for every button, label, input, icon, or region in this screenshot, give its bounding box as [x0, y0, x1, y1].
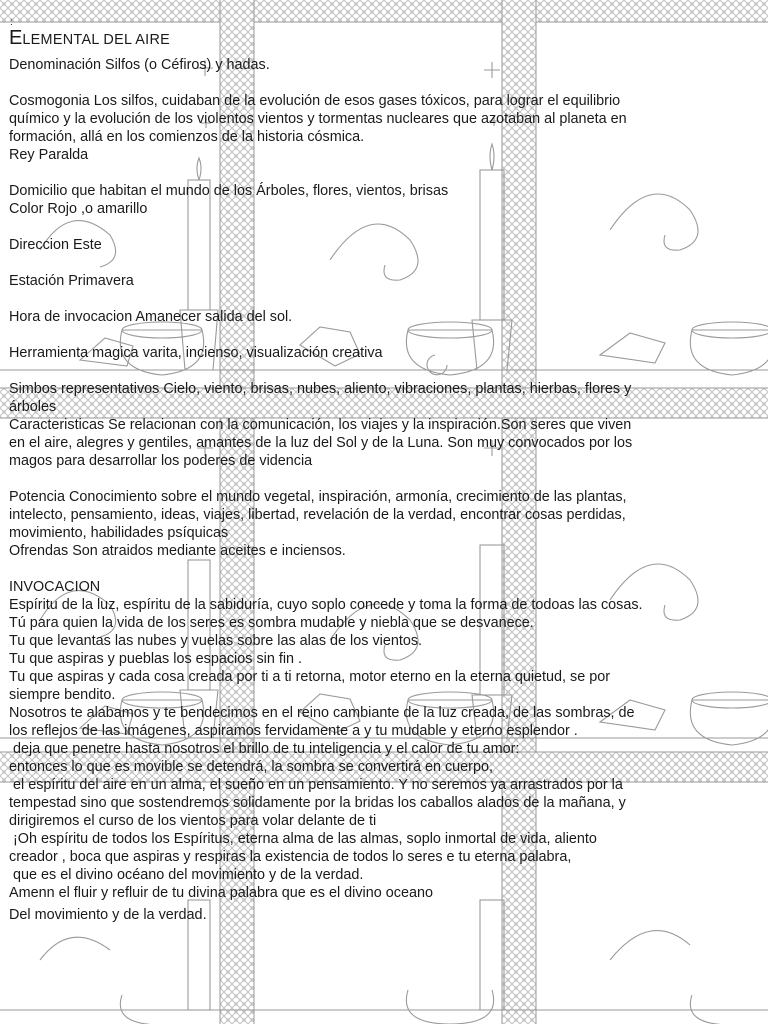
text-line: tempestad sino que sostendremos solidamente por la bridas los caballos alados de la mañana, y	[9, 795, 626, 811]
title-initial: E	[9, 27, 23, 49]
sections-container	[9, 50, 759, 902]
text-line: ¡Oh espíritu de todos los Espíritus, eterna alma de las almas, soplo inmortal de vida, aliento	[9, 831, 597, 847]
text-line: Nosotros te alabamos y te bendecimos en el reino cambiante de la luz creada, de las sombras, de	[9, 705, 635, 721]
text-line: Caracteristicas Se relacionan con la comunicación, los viajes y la inspiración.Son seres que viven	[9, 417, 632, 433]
blank-line	[9, 254, 759, 272]
text-line: INVOCACION	[9, 579, 101, 595]
blank-line	[9, 560, 759, 578]
blank-line	[9, 362, 759, 380]
text-line: Potencia Conocimiento sobre el mundo vegetal, inspiración, armonía, crecimiento de las plantas,	[9, 489, 627, 505]
text-line: Domicilio que habitan el mundo de los Árboles, flores, vientos, brisas	[9, 183, 449, 199]
blank-line	[9, 290, 759, 308]
text-line: dirigiremos el curso de los vientos para volar delante de ti	[9, 813, 377, 829]
closing-line: Del movimiento y de la verdad.	[9, 907, 207, 923]
text-line: Denominación Silfos (o Céfiros) y hadas.	[9, 57, 270, 73]
text-line: Tu que aspiras y pueblas los espacios sin fin .	[9, 651, 303, 667]
text-line: árboles	[9, 399, 57, 415]
paragraph	[9, 92, 759, 182]
text-line: que es el divino océano del movimiento y de la verdad.	[9, 867, 364, 883]
title-text: LEMENTAL DEL AIRE	[22, 32, 171, 48]
text-line: deja que penetre hasta nosotros el brillo de tu inteligencia y el calor de tu amor:	[9, 741, 520, 757]
text-line: Espíritu de la luz, espíritu de la sabiduría, cuyo soplo concede y toma la forma de todoas las cosas.	[9, 597, 643, 613]
text-line: Color Rojo ,o amarillo	[9, 201, 148, 217]
text-line: magos para desarrollar los poderes de videncia	[9, 453, 313, 469]
text-line: Amenn el fluir y refluir de tu divina palabra que es el divino oceano	[9, 885, 433, 901]
text-line: siempre bendito.	[9, 687, 116, 703]
text-line: en el aire, alegres y gentiles, amantes de la luz del Sol y de la Luna. Son muy convocados por los	[9, 435, 633, 451]
dot-mark: :	[10, 17, 13, 28]
text-line: Tu que levantas las nubes y vuelas sobre las alas de los vientos.	[9, 633, 423, 649]
blank-line	[9, 326, 759, 344]
text-line: Ofrendas Son atraidos mediante aceites e inciensos.	[9, 543, 346, 559]
paragraph	[9, 380, 759, 488]
paragraph	[9, 182, 759, 236]
paragraph	[9, 272, 759, 308]
paragraph	[9, 488, 759, 578]
text-line: Tu que aspiras y cada cosa creada por ti a ti retorna, motor eterno en la eterna quietud, se por	[9, 669, 611, 685]
text-line: formación, allá en los comienzos de la historia cósmica.	[9, 129, 365, 145]
blank-line	[9, 470, 759, 488]
blank-line	[9, 218, 759, 236]
document-body	[9, 26, 759, 924]
blank-line	[9, 74, 759, 92]
text-line: Cosmogonia Los silfos, cuidaban de la evolución de esos gases tóxicos, para lograr el equilibrio	[9, 93, 621, 109]
blank-line	[9, 164, 759, 182]
text-line: intelecto, pensamiento, ideas, viajes, libertad, revelación de la verdad, encontrar cosas perdidas,	[9, 507, 626, 523]
text-line: el espíritu del aire en un alma, el sueño en un pensamiento. Y no seremos ya arrastrados por la	[9, 777, 623, 793]
text-line: los reflejos de las imágenes, aspiramos fervidamente a y tu mudable y eterno esplendor .	[9, 723, 578, 739]
paragraph	[9, 236, 759, 272]
text-line: creador , boca que aspiras y respiras la existencia de todos lo seres e tu eterna palabra,	[9, 849, 572, 865]
paragraph	[9, 344, 759, 380]
text-line: entonces lo que es movible se detendrá, la sombra se convertirá en cuerpo,	[9, 759, 493, 775]
page-title	[9, 26, 759, 50]
paragraph	[9, 50, 759, 92]
paragraph	[9, 308, 759, 344]
text-line: Direccion Este	[9, 237, 102, 253]
text-line: Simbos representativos Cielo, viento, brisas, nubes, aliento, vibraciones, plantas, hierbas, flores y	[9, 381, 632, 397]
text-line: Rey Paralda	[9, 147, 89, 163]
text-line: Tú para quien la vida de los seres es sombra mudable y niebla que se desvanece.	[9, 615, 534, 631]
paragraph	[9, 578, 759, 902]
text-line: Herramienta magica varita, incienso, visualización creativa	[9, 345, 383, 361]
text-line: Estación Primavera	[9, 273, 134, 289]
text-line: Hora de invocacion Amanecer salida del sol.	[9, 309, 293, 325]
text-line: movimiento, habilidades psíquicas	[9, 525, 229, 541]
text-line: químico y la evolución de los violentos vientos y tormentas nucleares que azotaban al planeta en	[9, 111, 627, 127]
